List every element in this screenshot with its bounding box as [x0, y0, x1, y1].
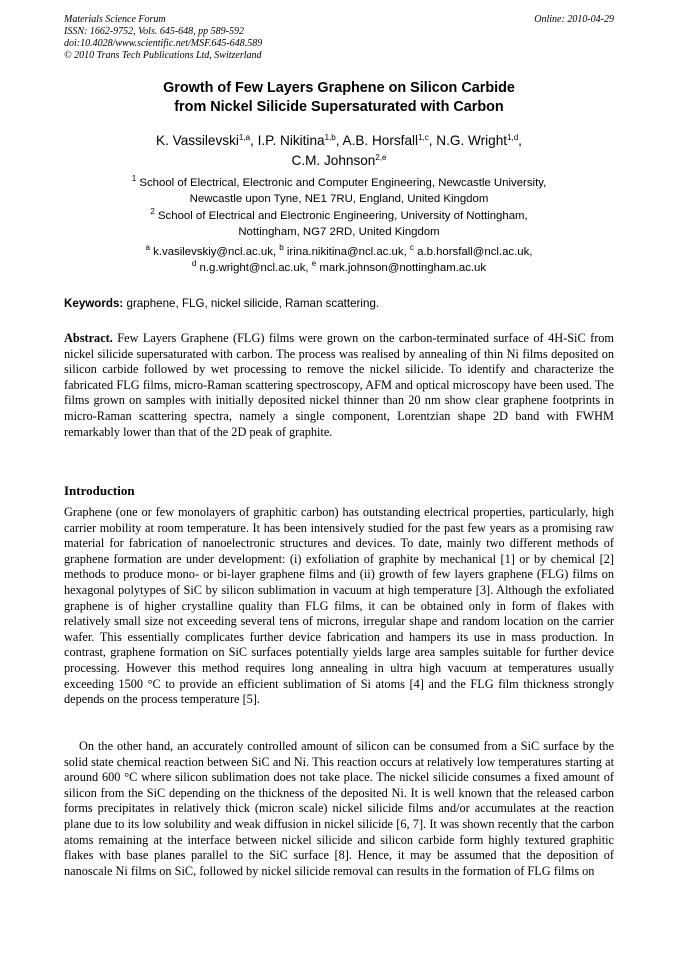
- title-line-1: Growth of Few Layers Graphene on Silicon Carbide: [163, 80, 515, 96]
- email-mark: b: [279, 243, 284, 252]
- author-separator: ,: [250, 133, 258, 148]
- author-list: [64, 131, 614, 171]
- affiliation-mark: 1: [131, 174, 137, 183]
- introduction-paragraph-1: Graphene (one or few monolayers of graphitic carbon) has outstanding electrical properties, particularly, high carrier mobility at room temperature. It has been intensively studied for the past few years as a promising raw material for fabrication of nanoelectronic structures and devices. To date, mainly two different methods of graphene formation are under development: (i) exfoliation of graphite by mechanical [1] or by chemical [2] methods to produce mono- or bi-layer graphene films and (ii) growth of few layers graphene (FLG) films on hexagonal polytypes of SiC by silicon sublimation in vacuum at high temperature [3]. Although the exfoliated graphene is of higher crystalline quality than FLG films, it can be obtained only in form of flakes with relatively small size not exceeding several tens of microns, irregular shape and random location on the carrier wafer. This essentially complicates further device fabrication and hampers its use in mass production. In contrast, graphene formation on SiC surfaces potentially yields large area samples suitable for further device processing. However this method requires long annealing in ultra high vacuum at temperatures usually exceeding 1500 °C to provide an efficient sublimation of Si atoms [4] and the FLG film thickness strongly depends on the process temperature [5].: [64, 505, 614, 707]
- affiliation-line: [64, 209, 614, 225]
- journal-name: Materials Science Forum: [64, 14, 166, 25]
- author-name: I.P. Nikitina: [257, 133, 325, 148]
- abstract-text: Few Layers Graphene (FLG) films were grown on the carbon-terminated surface of 4H-SiC from nickel silicide supersaturated with carbon. The process was realised by annealing of thin Ni films deposited on silicon carbide followed by wet processing to remove the nickel silicide. To identify and characterize the fabricated FLG films, micro-Raman scattering spectroscopy, AFM and optical microscopy have been used. The films grown on samples with initially deposited nickel thinner than 20 nm show clear graphene footprints in micro-Raman scattering spectra, namely a single component, Lorentzian shape 2D band with FWHM remarkably lower than that of the 2D peak of graphite.: [64, 331, 614, 439]
- abstract-label: Abstract.: [64, 331, 113, 345]
- doi-line: doi:10.4028/www.scientific.net/MSF.645-648.589: [64, 38, 263, 49]
- email-mark: a: [145, 243, 150, 252]
- author-separator: ,: [428, 133, 437, 148]
- keywords: [64, 296, 619, 311]
- email-line-1: [64, 245, 614, 261]
- online-date-text: Online: 2010-04-29: [534, 14, 614, 25]
- online-date: [534, 14, 614, 26]
- affiliation-mark: 2: [150, 207, 155, 216]
- author-affiliation-mark: 2,e: [375, 153, 387, 162]
- keywords-text: graphene, FLG, nickel silicide, Raman scattering.: [123, 297, 380, 310]
- author-name: K. Vassilevski: [156, 133, 239, 148]
- affiliation-text: School of Electrical, Electronic and Computer Engineering, Newcastle University,: [139, 177, 547, 189]
- email-mark: c: [409, 243, 414, 252]
- affiliation-2: [64, 209, 614, 240]
- affiliation-line: Nottingham, NG7 2RD, United Kingdom: [238, 225, 440, 238]
- author-affiliation-mark: 1,a: [238, 133, 251, 142]
- author-name: N.G. Wright: [436, 133, 508, 148]
- email-line-2: [64, 258, 614, 277]
- affiliation-line: Newcastle upon Tyne, NE1 7RU, England, United Kingdom: [189, 192, 489, 205]
- affiliation-line: [64, 176, 614, 192]
- keywords-label: Keywords:: [64, 297, 124, 310]
- abstract: [64, 331, 614, 440]
- author-affiliation-mark: 1,c: [418, 133, 429, 142]
- title-line-2: from Nickel Silicide Supersaturated with Carbon: [174, 99, 504, 115]
- email-mark: e: [311, 258, 317, 268]
- email-address[interactable]: k.vasilevskiy@ncl.ac.uk,: [153, 246, 280, 258]
- introduction-paragraph-2: On the other hand, an accurately controlled amount of silicon can be consumed from a SiC surface by the solid state chemical reaction between SiC and Ni. This reaction occurs at relatively low temperatures starting at around 600 °C where silicon sublimation does not take place. The nickel silicide consumes a fixed amount of silicon from the SiC depending on the thickness of the deposited Ni. It is well known that the released carbon forms precipitates in relatively thick (micron scale) nickel silicide films and/or accumulates at the reaction plane due to its low solubility and weak diffusion in nickel silicide [6, 7]. It was shown recently that the carbon atoms remaining at the interface between nickel silicide and silicon carbide form highly textured graphitic flakes with base planes parallel to the SiC surface [8]. Hence, it may be assumed that the deposition of nanoscale Ni films on SiC, followed by nickel silicide removal can results in the formation of FLG films on: [64, 739, 614, 878]
- email-mark: d: [191, 258, 197, 268]
- author-separator: ,: [518, 133, 522, 148]
- author-line-2: [64, 151, 614, 171]
- author-affiliation-mark: 1,b: [324, 133, 336, 142]
- author-separator: ,: [335, 133, 343, 148]
- email-list: [64, 245, 614, 276]
- paper-title: [64, 79, 614, 117]
- affiliation-text: School of Electrical and Electronic Engineering, University of Nottingham,: [157, 210, 528, 222]
- affiliation-1: [64, 176, 614, 207]
- author-affiliation-mark: 1,d: [507, 133, 519, 142]
- email-address[interactable]: n.g.wright@ncl.ac.uk,: [199, 261, 312, 274]
- copyright-line: © 2010 Trans Tech Publications Ltd, Switzerland: [64, 50, 262, 61]
- email-address[interactable]: mark.johnson@nottingham.ac.uk: [319, 261, 487, 274]
- section-heading-introduction: Introduction: [64, 483, 135, 498]
- email-address[interactable]: a.b.horsfall@ncl.ac.uk,: [417, 246, 533, 258]
- journal-header: [64, 14, 262, 62]
- email-address[interactable]: irina.nikitina@ncl.ac.uk,: [286, 246, 410, 258]
- author-line-1: [64, 131, 614, 151]
- issn-line: ISSN: 1662-9752, Vols. 645-648, pp 589-592: [64, 26, 244, 37]
- author-name: C.M. Johnson: [291, 153, 376, 168]
- author-name: A.B. Horsfall: [342, 133, 419, 148]
